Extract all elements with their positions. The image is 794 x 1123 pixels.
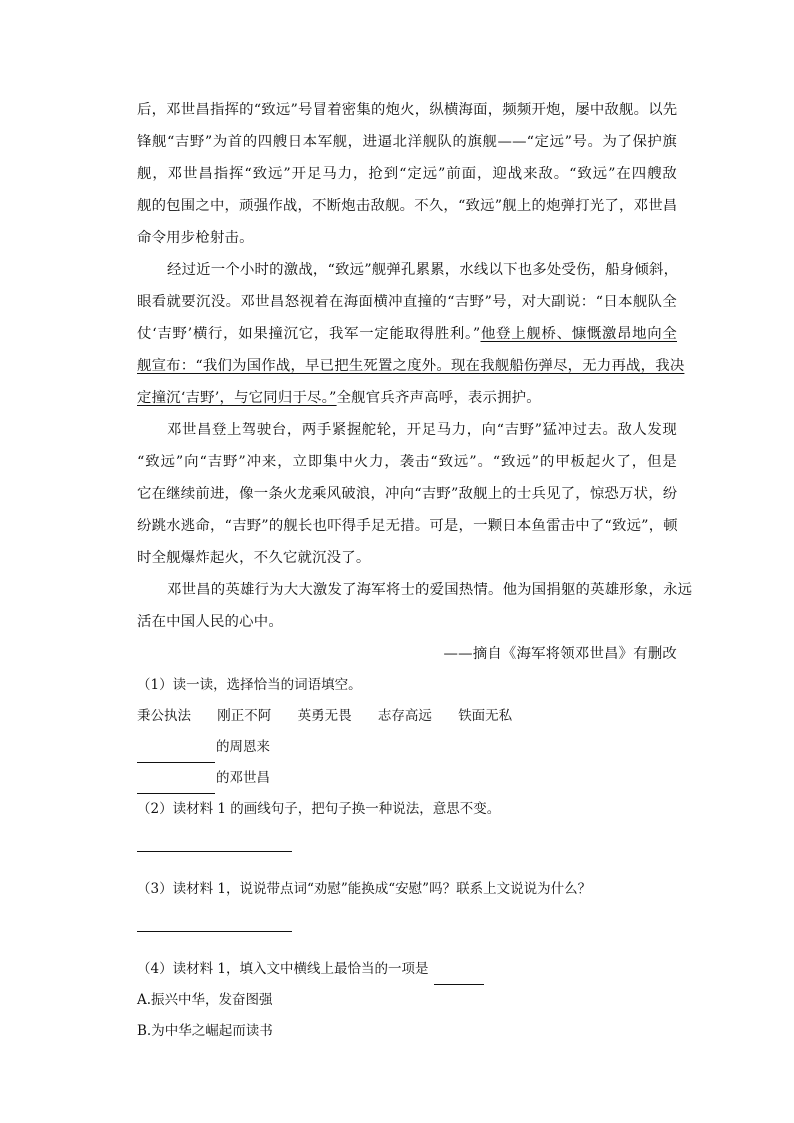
text-line: 邓世昌登上驾驶台，两手紧握舵轮，开足马力，向“吉野”猛冲过去。敌人发现 (167, 422, 677, 438)
plain-text: 仗‘吉野’横行，如果撞沉它，我军一定能取得胜利。” (137, 326, 481, 342)
word-bank (137, 701, 677, 732)
text-line (137, 318, 677, 350)
question-2: （2）读材料 1 的画线句子，把句子换一种说法，意思不变。 (137, 801, 501, 817)
word-option: 秉公执法 (137, 708, 191, 724)
text-line (137, 382, 677, 414)
text-line (137, 350, 685, 382)
fill-text: 的邓世昌 (216, 770, 270, 786)
document-body (137, 94, 693, 1047)
text-line: 后，邓世昌指挥的“致远”号冒着密集的炮火，纵横海面，频频开炮，屡中敌舰。以先 (137, 102, 678, 118)
text-line: 经过近一个小时的激战，“致远”舰弹孔累累，水线以下也多处受伤，船身倾斜， (167, 262, 679, 278)
questions-section (137, 670, 677, 1047)
fill-line-1 (137, 732, 677, 763)
paragraph-4 (137, 574, 693, 638)
text-line: 时全舰爆炸起火，不久它就沉没了。 (137, 550, 371, 566)
underlined-sentence: 舰宣布：“我们为国作战，早已把生死置之度外。现在我舰船伤弹尽，无力再战，我决 (137, 358, 685, 374)
option-a: A.振兴中华，发奋图强 (137, 992, 273, 1008)
source-attribution: ——摘自《海军将领邓世昌》有删改 (443, 646, 677, 662)
fill-text: 的周恩来 (216, 739, 270, 755)
text-line: 舰的包围之中，顽强作战，不断炮击敌舰。不久，“致远”舰上的炮弹打光了，邓世昌 (137, 198, 678, 214)
question-4 (137, 954, 677, 985)
question-3: （3）读材料 1，说说带点词“劝慰”能换成“安慰”吗？联系上文说说为什么？ (137, 881, 592, 897)
option-b: B.为中华之崛起而读书 (137, 1023, 273, 1039)
question-1: （1）读一读，选择恰当的词语填空。 (137, 677, 362, 693)
fill-blank[interactable] (137, 773, 215, 794)
text-line: 眼看就要沉没。邓世昌怒视着在海面横冲直撞的“吉野”号，对大副说：“日本舰队全 (137, 294, 677, 310)
paragraph-2 (137, 254, 685, 414)
text-line: 活在中国人民的心中。 (137, 614, 283, 630)
word-option: 志存高远 (377, 708, 432, 724)
fill-blank[interactable] (137, 742, 215, 763)
text-line: 纷跳水逃命，“吉野”的舰长也吓得手足无措。可是，一颗日本鱼雷击中了“致远”，顿 (137, 518, 678, 534)
paragraph-3 (137, 414, 677, 574)
plain-text: 全舰官兵齐声高呼，表示拥护。 (336, 390, 541, 406)
fill-line-2 (137, 763, 677, 794)
text-line: 邓世昌的英雄行为大大激发了海军将士的爱国热情。他为国捐躯的英雄形象，永远 (167, 582, 693, 598)
text-line: 命令用步枪射击。 (137, 230, 254, 246)
word-option: 英勇无畏 (297, 708, 352, 724)
underlined-sentence: 定撞沉‘吉野’，与它同归于尽。” (137, 390, 337, 406)
text-line: “致远”向“吉野”冲来，立即集中火力，袭击“致远”。“致远”的甲板起火了，但是 (137, 454, 677, 470)
word-option: 刚正不阿 (217, 708, 272, 724)
text-line: 锋舰“吉野”为首的四艘日本军舰，进逼北洋舰队的旗舰——“定远”号。为了保护旗 (137, 134, 677, 150)
paragraph-1 (137, 94, 677, 254)
underlined-sentence: 他登上舰桥、慷慨激昂地向全 (480, 326, 677, 342)
word-option: 铁面无私 (458, 708, 513, 724)
text-line: 舰，邓世昌指挥“致远”开足马力，抢到“定远”前面，迎战来敌。“致远”在四艘敌 (137, 166, 677, 182)
answer-blank[interactable] (434, 966, 484, 985)
question-4-text: （4）读材料 1，填入文中横线上最恰当的一项是 (137, 961, 429, 977)
text-line: 它在继续前进，像一条火龙乘风破浪，冲向“吉野”敌舰上的士兵见了，惊恐万状，纷 (137, 486, 678, 502)
